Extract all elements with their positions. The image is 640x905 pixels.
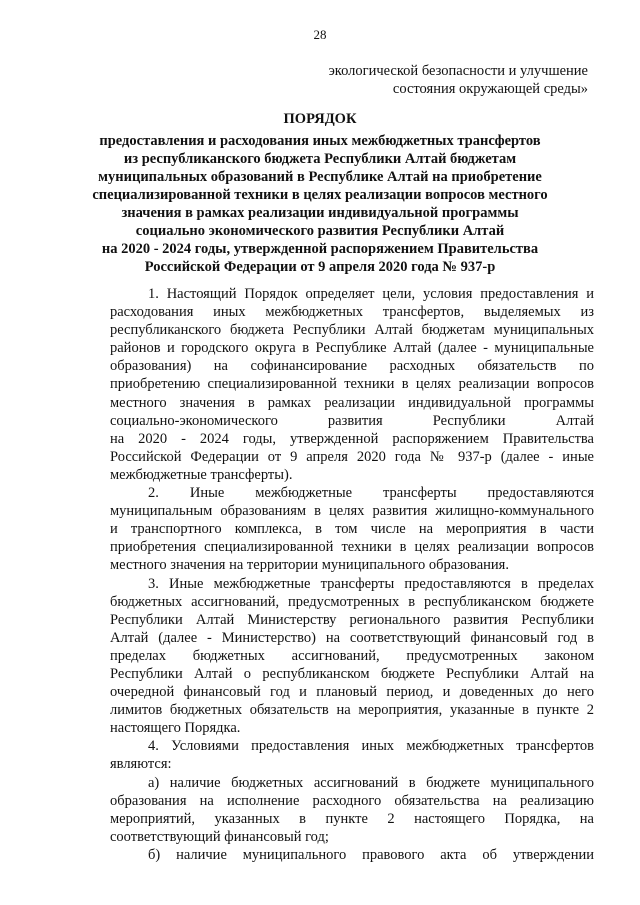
title-block [60,110,580,276]
body-line: очередной финансовый год и плановый период, и доведенных до него [110,684,594,701]
body-text [110,285,594,864]
subtitle-line: социально экономического развития Республики Алтай [135,223,505,239]
page-number: 28 [313,27,327,42]
subtitle-line: предоставления и расходования иных межбюджетных трансфертов [99,133,541,149]
body-line: муниципальным образованиям в целях развития жилищно-коммунального [110,503,594,520]
body-line: и транспортного комплекса, в том числе на мероприятия в части [110,521,594,538]
body-line: настоящего Порядка. [110,720,241,737]
body-line: социально-экономического развития Республики Алтай [110,412,594,429]
body-line: образования) на софинансирование расходных обязательств по [110,358,594,375]
subtitle-line: специализированной техники в целях реализации вопросов местного [92,187,548,203]
body-line: Алтай (далее - Министерство) на соответствующий финансовый год в [110,629,594,646]
body-line: районов и городского округа в Республике Алтай (далее - муниципальные [110,340,594,357]
body-line: местного значения на территории муниципального образования. [110,557,509,574]
body-line: приобретению специализированной техники в целях реализации вопросов [110,376,594,393]
body-line: республиканского бюджета Республики Алтай бюджетам муниципальных [110,322,594,339]
subtitle-line: муниципальных образований в Республике Алтай на приобретение [98,169,542,185]
body-line: пределах бюджетных ассигнований, предусмотренных законом [110,647,594,664]
body-line: приобретения специализированной техники в целях реализации вопросов [110,539,594,556]
body-line: образования на исполнение расходного обязательства на реализацию [110,792,594,809]
body-line: 1. Настоящий Порядок определяет цели, условия предоставления и [148,286,594,302]
body-line: лимитов бюджетных обязательств на мероприятия, указанные в пункте 2 [110,702,594,719]
body-line: 3. Иные межбюджетные трансферты предоставляются в пределах [148,575,594,592]
body-line: 4. Условиями предоставления иных межбюджетных трансфертов [148,738,594,755]
document-title: ПОРЯДОК [283,111,357,127]
body-line: Республики Алтай о республиканском бюджете Республики Алтай на [110,665,594,682]
body-line: мероприятий, указанных в пункте 2 настоящего Порядка, на [110,810,594,827]
subtitle-line: на 2020 - 2024 годы, утвержденной распоряжением Правительства [101,241,539,257]
body-line: б) наличие муниципального правового акта об утверждении [148,846,594,863]
body-line: местного значения в рамках реализации индивидуальной программы [110,394,594,411]
header-note-line: состояния окружающей среды» [392,81,588,97]
body-line: Республики Алтай Министерству регионального развития Республики [110,611,594,628]
body-line: 2. Иные межбюджетные трансферты предоставляются [148,485,594,502]
body-line: являются: [110,756,172,773]
body-line: межбюджетные трансферты). [110,466,293,483]
subtitle-line: Российской Федерации от 9 апреля 2020 года № 937-р [144,259,496,275]
body-line: на 2020 - 2024 годы, утвержденной распоряжением Правительства [110,430,594,447]
header-note [0,62,588,98]
body-line: бюджетных ассигнований, предусмотренных в республиканском бюджете [110,593,594,610]
body-line: соответствующий финансовый год; [110,828,329,845]
body-line: Российской Федерации от 9 апреля 2020 года № 937-р (далее - иные [110,448,594,465]
body-line: а) наличие бюджетных ассигнований в бюджете муниципального [148,774,594,791]
header-note-line: экологической безопасности и улучшение [328,63,588,79]
body-line: расходования иных межбюджетных трансфертов, выделяемых из [110,304,594,321]
subtitle-line: из республиканского бюджета Республики Алтай бюджетам [123,151,517,167]
subtitle-line: значения в рамках реализации индивидуальной программы [121,205,519,221]
